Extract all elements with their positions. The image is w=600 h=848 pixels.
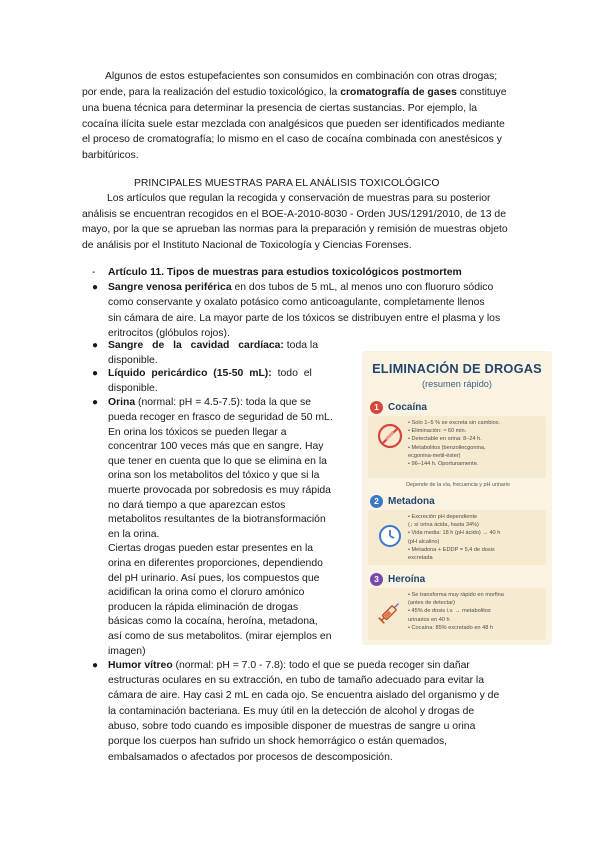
section-line-3: mayo, por la que se aprueban las normas para la preparación y remisión de muestras objeto [82, 224, 508, 235]
sangre-venosa-line-4: eritrocitos (glóbulos rojos). [108, 328, 230, 339]
bullet-dot: ● [92, 397, 99, 408]
liquido-line-1: Líquido pericárdico (15-50 mL): todo el [108, 368, 312, 379]
intro-line-2: por ende, para la realización del estudio toxicológico, la cromatografía de gases constituye [82, 87, 507, 98]
no-symbol-icon [376, 422, 404, 450]
orina-line: básicas como la cocaína, heroína, metadona, [108, 616, 318, 628]
section-3-title: Heroína [388, 574, 426, 585]
intro-bold-term: cromatografía de gases [340, 87, 457, 98]
orina-line: que tener en cuenta que lo que se elimina en la [108, 455, 327, 467]
orina-line: acidifican la orina como el cloruro amónico [108, 587, 305, 599]
section-1-lines: • Solo 1–5 % se excreta sin cambios. • Eliminación: ≈ 60 min. • Detectable en orina: 8–24 h. • Metabolitos (benzoilecgonina, ecgonina-metil-éster) • 96–144 h. Oportunamente. [408, 420, 501, 468]
orina-line: orina son los metabolitos del tóxico y que si la [108, 470, 320, 482]
section-3-number: 3 [370, 573, 383, 586]
section-1-footnote: Depende de la vía, frecuencia y pH urinario [406, 482, 510, 488]
humor-line: estructuras oculares en su extracción, en tubo de tamaño adecuado para evitar la [108, 675, 485, 686]
humor-line-1: Humor vítreo (normal: pH = 7.0 - 7.8): todo el que se pueda recoger sin dañar [108, 660, 470, 671]
intro-line-5: el proceso de cromatografía; lo mismo en el caso de cocaína combinada con anestésicos y [82, 134, 502, 145]
orina-line: En orina los tóxicos se pueden llegar a [108, 426, 287, 438]
section-3-box [368, 588, 546, 640]
section-2-title: Metadona [388, 496, 435, 507]
section-3-lines: • Se transforma muy rápido en morfina (antes de detectar) • 45% de dosis i.v. → metabolitos urinarios en 40 h • Cocaína: 85% excretado en 48 h [408, 592, 504, 631]
sangre-cardiaca-line-1: Sangre de la cavidad cardíaca: toda la [108, 340, 318, 351]
section-line-1: Los artículos que regulan la recogida y conservación de muestras para su posterior [107, 193, 491, 204]
orina-line: no dará tiempo a que aparezcan estos [108, 499, 286, 511]
intro-line-3: una buena técnica para determinar la presencia de ciertas sustancias. Por ejemplo, la [82, 103, 478, 114]
intro-line-4: cocaína ilícita suele estar mezclada con analgésicos que pueden ser identificados mediante [82, 119, 505, 130]
article-dash: - [92, 267, 96, 278]
infographic-title: ELIMINACIÓN DE DROGAS [372, 361, 542, 376]
section-line-4: de análisis por el Instituto Nacional de Toxicología y Ciencias Forenses. [82, 240, 412, 251]
bullet-dot: ● [92, 368, 99, 379]
orina-line: muerte provocada por sobredosis es muy rápida [108, 485, 331, 496]
humor-line: cámara de aire. Hay casi 2 mL en cada ojo. Se encuentra aislado del organismo y de [108, 690, 500, 702]
humor-line: porque los cuerpos han sufrido un shock hemorrágico o están quemados, [108, 736, 448, 748]
sangre-venosa-line-3: sin cámara de aire. La mayor parte de los tóxicos se distribuyen entre el plasma y los [108, 313, 501, 324]
syringe-icon [376, 598, 404, 626]
sangre-venosa-line-2: como conservante y oxalato potásico como anticoagulante, completamente llenos [108, 297, 485, 308]
orina-line: pueda recoger en frasco de seguridad de 50 mL. [108, 412, 333, 423]
humor-line: la contaminación bacteriana. Es muy útil en la detección de alcohol y drogas de [108, 705, 475, 717]
article-title: Artículo 11. Tipos de muestras para estudios toxicológicos postmortem [108, 267, 462, 278]
orina-line-1: Orina (normal: pH = 4.5-7.5): toda la que se [108, 397, 312, 408]
section-1-box [368, 416, 546, 478]
bullet-dot: ● [92, 282, 99, 293]
humor-line: embalsamados o afectados por procesos de descomposición. [108, 751, 393, 763]
sangre-venosa-line-1: Sangre venosa periférica en dos tubos de 5 mL, al menos uno con fluoruro sódico [108, 282, 494, 293]
orina-line: en la orina. [108, 528, 160, 540]
intro-line-6: barbitúricos. [82, 150, 139, 161]
orina-line: orina en diferentes proporciones, dependiendo [108, 558, 323, 569]
section-1-title: Cocaína [388, 402, 427, 413]
bullet-dot: ● [92, 340, 99, 351]
liquido-line-2: disponible. [108, 383, 158, 394]
infographic-subtitle: (resumen rápido) [422, 379, 492, 389]
section-2-box [368, 510, 546, 565]
sangre-cardiaca-line-2: disponible. [108, 355, 158, 366]
humor-line: abuso, sobre todo cuando es imposible disponer de muestras de sangre u orina [108, 720, 476, 732]
orina-line: concentrar 100 veces más que en sangre. Hay [108, 441, 324, 453]
orina-line: del pH urinario. Así pues, los compuestos que [108, 572, 320, 584]
orina-line: metabolitos resultantes de la biotransformación [108, 514, 326, 526]
section-2-lines: • Excreción pH dependiente (↓ sí orina ácida, hasta 34%) • Vida media: 18 h (pH ácido) → 40 h (pH alcalino) • Metadona + EDDP = 5,4 de dosis excretada [408, 514, 501, 562]
orina-line: imagen) [108, 645, 146, 657]
clock-icon [376, 522, 404, 550]
elimination-infographic [362, 351, 552, 645]
orina-line: así como de sus metabolitos. (mirar ejemplos en [108, 631, 332, 642]
bullet-dot: ● [92, 660, 99, 671]
section-1-number: 1 [370, 401, 383, 414]
orina-line: producen la rápida eliminación de drogas [108, 601, 299, 613]
section-line-2: análisis se encuentran recogidos en el BOE-A-2010-8030 - Orden JUS/1291/2010, de 13 de [82, 209, 506, 220]
section-heading: PRINCIPALES MUESTRAS PARA EL ANÁLISIS TOXICOLÓGICO [134, 178, 440, 189]
orina-line: Ciertas drogas pueden estar presentes en la [108, 543, 314, 555]
intro-line-1: Algunos de estos estupefacientes son consumidos en combinación con otras drogas; [105, 71, 498, 82]
section-2-number: 2 [370, 495, 383, 508]
